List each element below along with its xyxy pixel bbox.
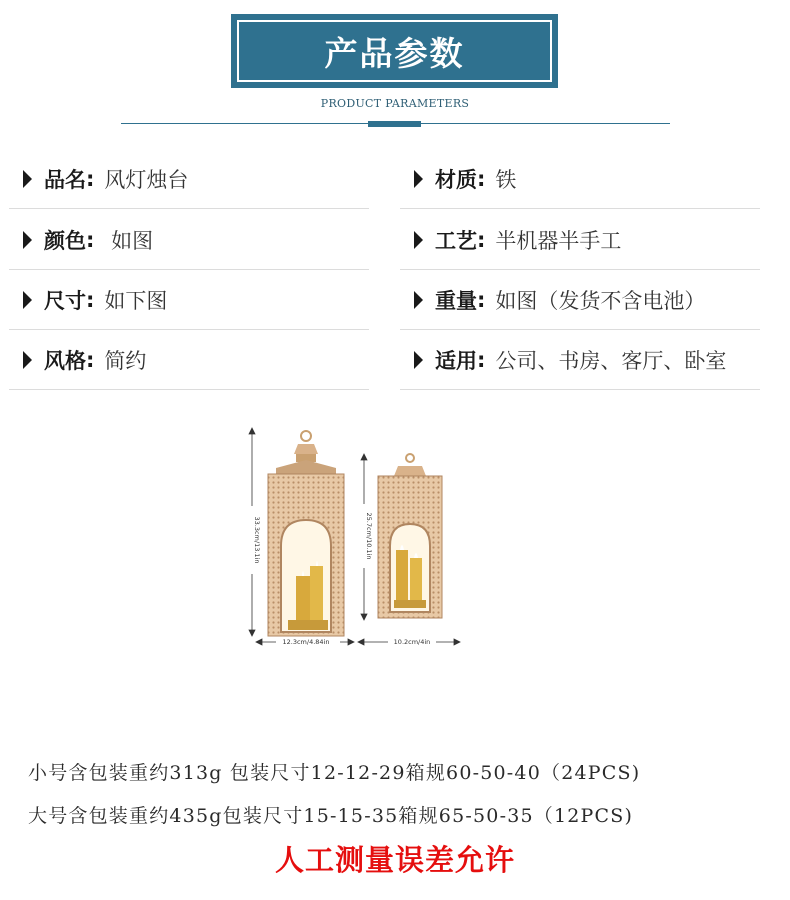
param-row-usage: 适用 : 公司、书房、客厅、卧室 xyxy=(400,330,760,390)
param-value: 如图（发货不含电池） xyxy=(495,288,706,313)
triangle-bullet-icon xyxy=(23,351,32,369)
param-row-craft: 工艺 : 半机器半手工 xyxy=(400,210,760,270)
param-label: 风格 xyxy=(44,348,86,373)
param-label: 颜色 xyxy=(44,228,86,253)
param-row-color: 颜色 : 如图 xyxy=(9,210,369,270)
page-subtitle: PRODUCT PARAMETERS xyxy=(320,97,470,110)
large-lantern-image xyxy=(268,431,344,636)
param-value: 半机器半手工 xyxy=(495,228,622,253)
param-value: 风灯烛台 xyxy=(104,167,189,192)
param-label: 工艺 xyxy=(435,228,477,253)
triangle-bullet-icon xyxy=(23,291,32,309)
param-row-material: 材质 : 铁 xyxy=(400,149,760,209)
large-size-note: 大号含包装重约435g包装尺寸15-15-35箱规65-50-35（12PCS) xyxy=(28,805,634,827)
small-size-note: 小号含包装重约313g 包装尺寸12-12-29箱规60-50-40（24PCS) xyxy=(28,762,641,784)
param-value: 公司、书房、客厅、卧室 xyxy=(495,348,727,373)
triangle-bullet-icon xyxy=(23,231,32,249)
param-value: 简约 xyxy=(104,348,147,373)
triangle-bullet-icon xyxy=(23,170,32,188)
param-label: 材质 xyxy=(435,167,477,192)
triangle-bullet-icon xyxy=(414,170,423,188)
param-label: 尺寸 xyxy=(44,288,86,313)
param-row-name: 品名 : 风灯烛台 xyxy=(9,149,369,209)
dimension-figure xyxy=(236,420,476,655)
param-value: 铁 xyxy=(495,167,517,192)
param-label: 适用 xyxy=(435,348,477,373)
small-height-label: 25.7cm/10.1in xyxy=(365,512,373,560)
title-divider-accent xyxy=(368,121,421,127)
param-row-size: 尺寸 : 如下图 xyxy=(9,270,369,330)
param-value: 如图 xyxy=(104,228,154,253)
page-title: 产品参数 xyxy=(237,20,552,82)
measurement-error-notice: 人工测量误差允许 xyxy=(274,843,515,877)
title-banner xyxy=(231,14,558,88)
large-width-label: 12.3cm/4.84in xyxy=(282,638,330,646)
large-height-label: 33.3cm/13.1in xyxy=(253,516,261,564)
param-label: 重量 xyxy=(435,288,477,313)
param-value: 如下图 xyxy=(104,288,168,313)
param-row-style: 风格 : 简约 xyxy=(9,330,369,390)
small-width-label: 10.2cm/4in xyxy=(393,638,431,646)
small-lantern-image xyxy=(378,454,442,618)
param-row-weight: 重量 : 如图（发货不含电池） xyxy=(400,270,760,330)
triangle-bullet-icon xyxy=(414,291,423,309)
triangle-bullet-icon xyxy=(414,351,423,369)
triangle-bullet-icon xyxy=(414,231,423,249)
param-label: 品名 xyxy=(44,167,86,192)
